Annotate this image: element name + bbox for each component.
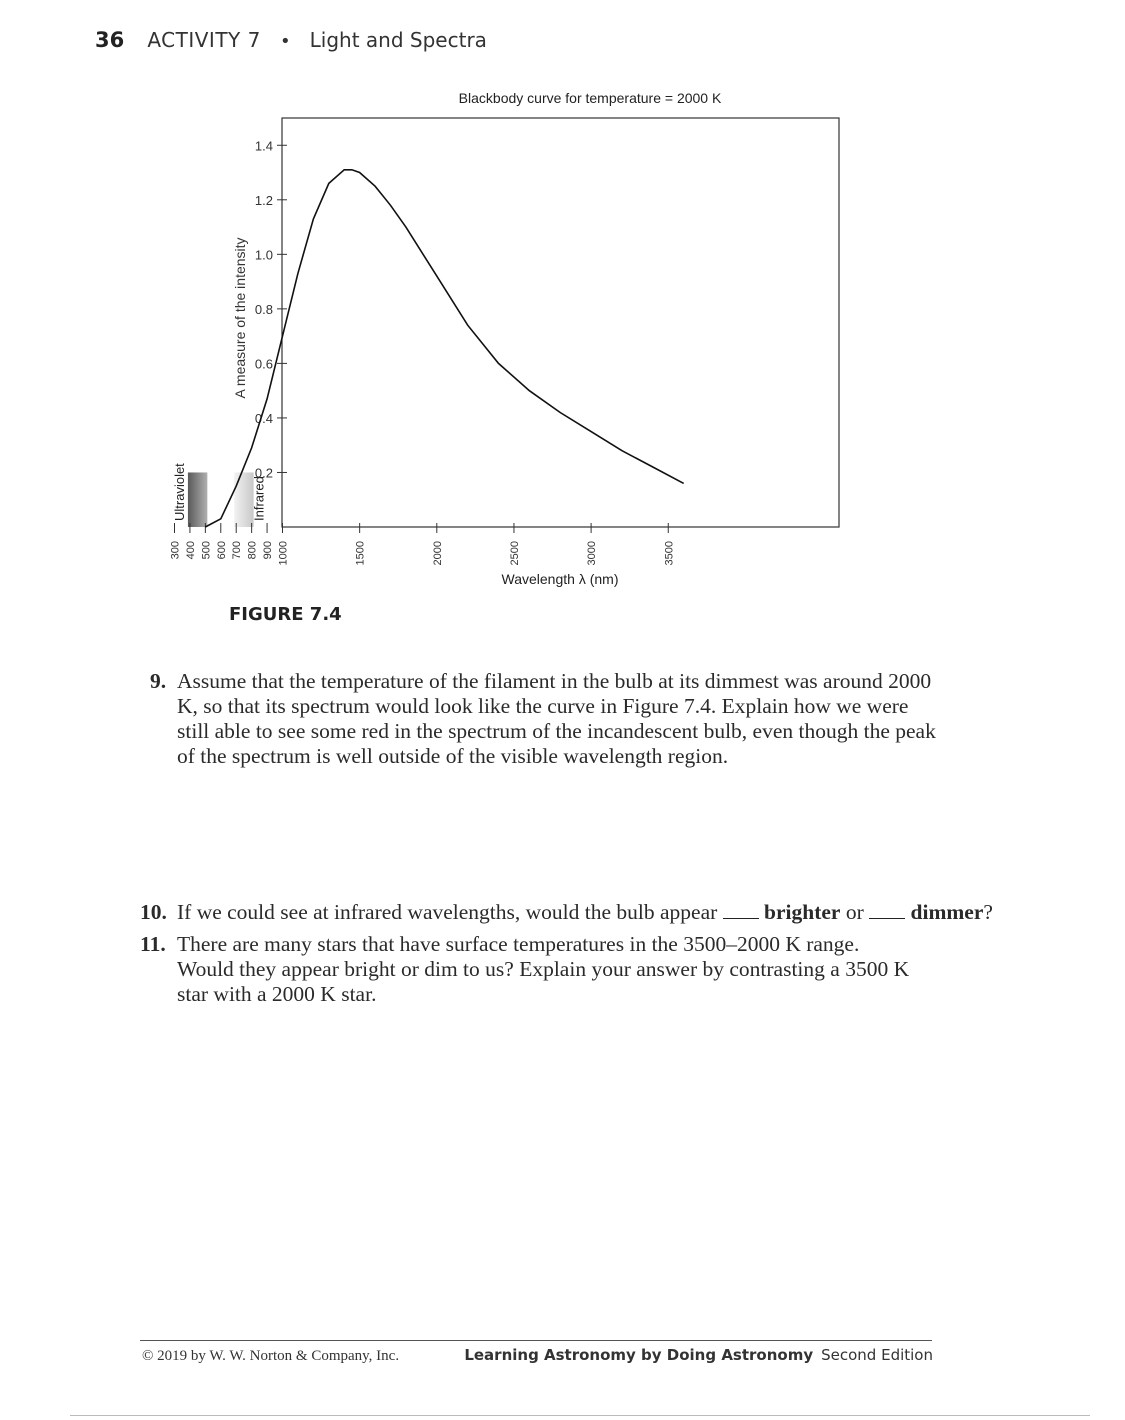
chapter-title: Light and Spectra: [309, 28, 487, 52]
x-tick-label: 2000: [431, 541, 444, 566]
dimmer-answer-blank[interactable]: [869, 900, 905, 919]
x-tick-label: 900: [262, 541, 275, 560]
question-9: [150, 669, 937, 769]
page-number: 36: [95, 28, 125, 52]
y-axis-label: A measure of the intensity: [232, 237, 248, 399]
chart-title: Blackbody curve for temperature = 2000 K: [458, 90, 722, 106]
blackbody-chart: [0, 0, 1125, 600]
question-10: [140, 900, 993, 925]
y-tick-label: 1.4: [254, 138, 273, 154]
brighter-answer-blank[interactable]: [723, 900, 759, 919]
question-9-number: 9.: [150, 669, 167, 693]
x-tick-label: 700: [231, 541, 244, 560]
question-11: [140, 932, 917, 1007]
x-tick-label: 500: [200, 541, 213, 560]
option-joiner: or: [845, 900, 864, 924]
question-11-text: There are many stars that have surface temperatures in the 3500–2000 K range. Would they appear bright or dim to us? Explain your answer by contrasting a 3500 K star with a 2000 K star.: [177, 932, 910, 1006]
x-tick-label: 1500: [354, 541, 367, 566]
y-tick-label: 1.0: [254, 247, 273, 263]
book-title: Learning Astronomy by Doing Astronomy: [464, 1346, 814, 1364]
band-ultraviolet: [188, 472, 207, 527]
option-brighter: brighter: [764, 900, 841, 924]
footer-rule: [140, 1340, 932, 1341]
y-tick-label: 0.8: [254, 301, 273, 317]
band-label-infrared: Infrared: [251, 476, 267, 521]
y-tick-label: 0.6: [254, 356, 273, 372]
figure-label: FIGURE 7.4: [229, 604, 342, 625]
x-tick-label: 3500: [663, 541, 676, 566]
band-label-ultraviolet: Ultraviolet: [171, 463, 187, 521]
x-tick-label: 800: [246, 541, 259, 560]
y-tick-label: 0.2: [254, 465, 273, 481]
question-11-number: 11.: [140, 932, 166, 956]
book-credit: [464, 1346, 933, 1364]
x-tick-label: 400: [184, 541, 197, 560]
activity-label: ACTIVITY 7: [147, 28, 261, 52]
x-tick-label: 3000: [586, 541, 599, 566]
question-9-text: Assume that the temperature of the filament in the bulb at its dimmest was around 2000 K, so that its spectrum would look like the curve in Figure 7.4. Explain how we were still able to see some red in the spectrum of the incandescent bulb, even though the peak of the spectrum is well outside of the visible wavelength region.: [177, 669, 936, 768]
book-edition: Second Edition: [821, 1346, 933, 1364]
x-axis-label: Wavelength λ (nm): [501, 571, 619, 587]
header-bullet: •: [279, 31, 291, 52]
question-10-end: ?: [983, 900, 993, 924]
x-tick-label: 2500: [508, 541, 521, 566]
page-edge: [70, 1415, 1090, 1416]
x-tick-label: 1000: [277, 541, 290, 566]
option-dimmer: dimmer: [910, 900, 984, 924]
copyright: © 2019 by W. W. Norton & Company, Inc.: [142, 1348, 400, 1364]
y-tick-label: 0.4: [254, 410, 273, 426]
x-tick-label: 600: [215, 541, 228, 560]
question-10-number: 10.: [140, 900, 167, 924]
plot-frame: [282, 118, 839, 527]
question-10-text: If we could see at infrared wavelengths, would the bulb appear: [177, 900, 718, 924]
x-tick-label: 300: [169, 541, 182, 560]
y-tick-label: 1.2: [254, 192, 273, 208]
blackbody-curve-line: [205, 170, 683, 527]
